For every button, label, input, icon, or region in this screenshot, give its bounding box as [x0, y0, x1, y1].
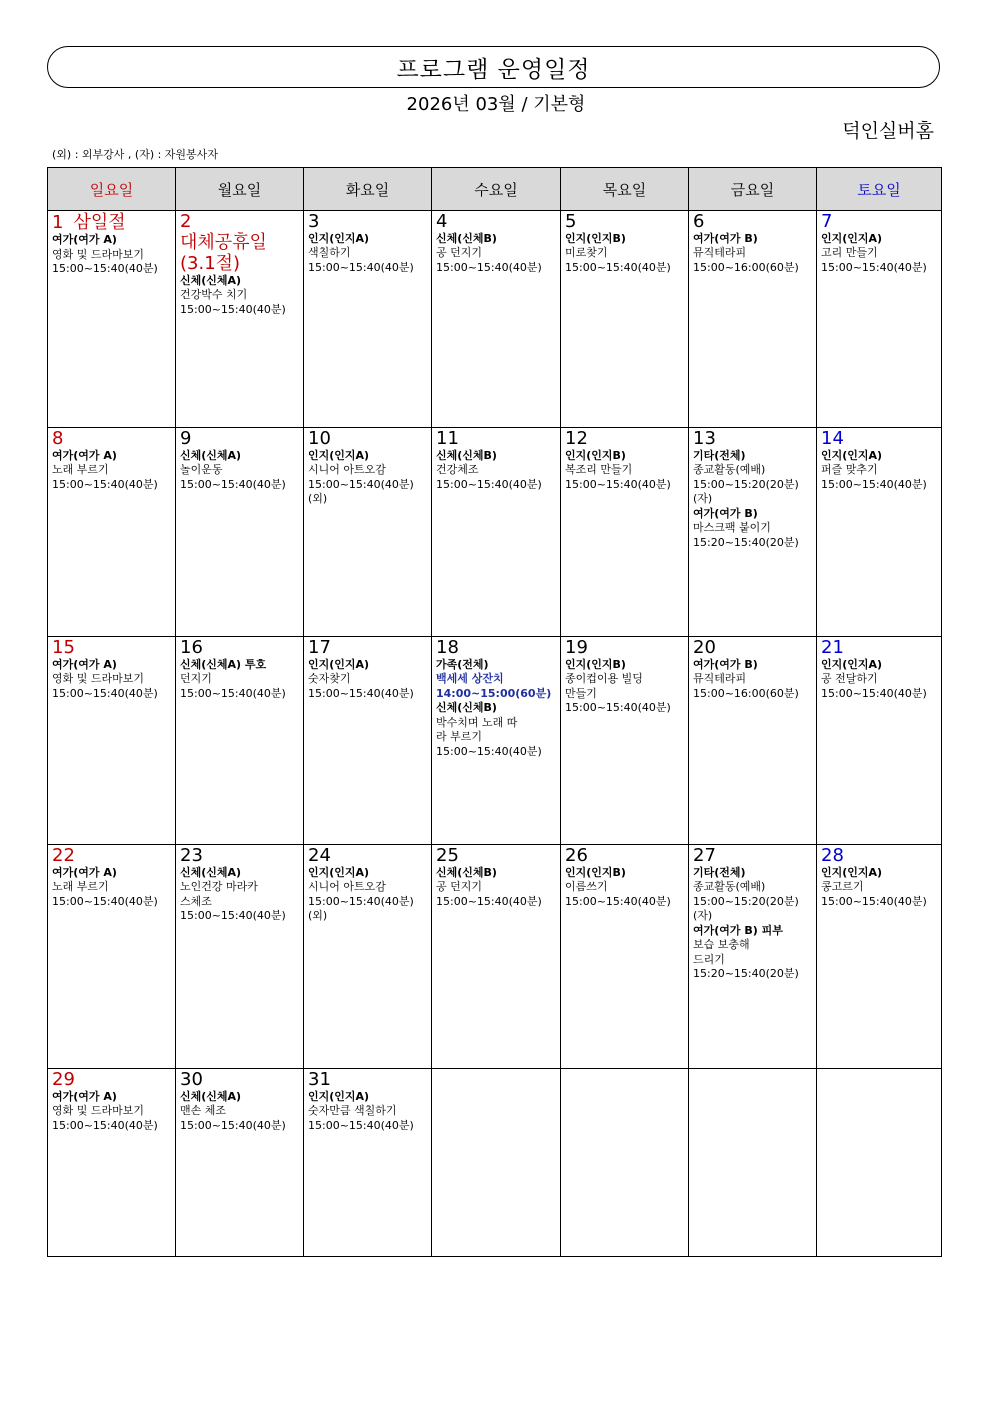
program-detail: 15:00~15:40(40분) [565, 701, 671, 714]
day-cell [304, 637, 432, 845]
program-detail: 15:00~15:40(40분) [308, 477, 414, 491]
program-detail: 15:00~16:00(60분) [693, 260, 799, 274]
program-detail: 15:00~15:40(40분) [436, 477, 542, 491]
program-detail: 공 던지기 [436, 880, 483, 893]
program-detail: 15:00~15:40(40분) [308, 686, 414, 700]
program-detail: 복조리 만들기 [565, 463, 633, 476]
program-category: 인지(인지A) [821, 865, 883, 879]
day-cell [817, 637, 942, 845]
program-category: 신체(신체A) [180, 448, 242, 462]
day-cell [176, 211, 304, 428]
day-cell [48, 1069, 176, 1257]
program-detail: 15:00~15:40(40분) [308, 1118, 414, 1132]
day-cell [689, 637, 817, 845]
day-number: 2 [180, 211, 192, 232]
day-cell [561, 637, 689, 845]
program-detail: 미로찾기 [565, 246, 608, 259]
day-number: 29 [52, 1069, 75, 1090]
day-number: 3 [308, 211, 320, 232]
holiday-label: 대체공휴일(3.1절) [180, 231, 267, 274]
program-detail: 영화 및 드라마보기 [52, 672, 145, 685]
day-number: 12 [565, 428, 588, 449]
day-number: 10 [308, 428, 331, 449]
day-number: 19 [565, 637, 588, 658]
program-detail: 맨손 체조 [180, 1104, 227, 1117]
program-category: 가족(전체) [436, 657, 489, 671]
program-category: 신체(신체B) [436, 865, 497, 879]
day-number: 30 [180, 1069, 203, 1090]
program-category: 인지(인지A) [308, 231, 370, 245]
day-cell [432, 428, 561, 637]
program-detail: 공 전달하기 [821, 672, 878, 685]
day-cell [304, 428, 432, 637]
day-number: 6 [693, 211, 705, 232]
program-category: 인지(인지B) [565, 448, 626, 462]
weekday-header-sat: 토요일 [817, 168, 942, 211]
weekday-header-fri: 금요일 [689, 168, 817, 211]
empty-day-cell [432, 1069, 561, 1257]
day-number: 13 [693, 428, 716, 449]
day-number: 9 [180, 428, 192, 449]
special-event-text: 백세세 상잔치 [436, 672, 504, 685]
day-cell [432, 845, 561, 1069]
program-detail: 퍼즐 맞추기 [821, 463, 878, 476]
empty-day-cell [561, 1069, 689, 1257]
program-detail: 시니어 아트오감 [308, 880, 386, 893]
program-detail: 15:00~15:40(40분) [821, 260, 927, 274]
program-category: 인지(인지A) [308, 448, 370, 462]
program-category: 인지(인지B) [565, 657, 626, 671]
week-row [48, 211, 942, 428]
day-number: 28 [821, 845, 844, 866]
program-detail: 15:00~15:40(40분) [565, 894, 671, 908]
program-detail: 15:00~15:40(40분) [180, 477, 286, 491]
program-detail: (자) [693, 492, 713, 505]
week-row [48, 1069, 942, 1257]
program-detail: 숫자만큼 색칠하기 [308, 1104, 397, 1117]
program-category: 인지(인지B) [565, 231, 626, 245]
program-detail: 콩고르기 [821, 880, 864, 893]
day-number: 18 [436, 637, 459, 658]
program-category: 신체(신체A) [180, 865, 242, 879]
day-cell [689, 211, 817, 428]
day-number: 24 [308, 845, 331, 866]
program-category: 신체(신체A) [180, 273, 242, 287]
program-category: 신체(신체B) [436, 231, 497, 245]
program-detail: 공 던지기 [436, 246, 483, 259]
day-cell [561, 211, 689, 428]
program-detail: 종교활동(예배) [693, 880, 766, 893]
program-detail: 영화 및 드라마보기 [52, 1104, 145, 1117]
program-category: 기타(전체) [693, 448, 746, 462]
day-number: 26 [565, 845, 588, 866]
weekday-header-sun: 일요일 [48, 168, 176, 211]
program-detail: 마스크팩 붙이기 [693, 521, 771, 534]
program-detail: 15:00~15:40(40분) [308, 260, 414, 274]
day-number: 1 [52, 212, 64, 233]
program-category: 인지(인지A) [821, 448, 883, 462]
day-number: 5 [565, 211, 577, 232]
program-detail: 15:00~15:40(40분) [565, 477, 671, 491]
week-row [48, 428, 942, 637]
program-detail: 15:00~15:40(40분) [180, 909, 286, 922]
day-cell [432, 211, 561, 428]
program-category: 여가(여가 A) [52, 233, 117, 246]
weekday-header-row [48, 168, 942, 211]
program-detail: 15:00~16:00(60분) [693, 686, 799, 700]
program-detail: 종교활동(예배) [693, 463, 766, 476]
program-category: 인지(인지B) [565, 865, 626, 879]
title-box [47, 46, 940, 88]
day-cell [48, 637, 176, 845]
program-category: 신체(신체A) 투호 [180, 657, 267, 671]
program-detail: 15:00~15:40(40분) [180, 1118, 286, 1132]
program-detail: 15:00~15:40(40분) [436, 260, 542, 274]
program-detail: (외) [308, 909, 328, 922]
program-detail: 시니어 아트오감 [308, 463, 386, 476]
week-row [48, 637, 942, 845]
holiday-label: 삼일절 [73, 212, 126, 233]
day-cell [304, 1069, 432, 1257]
program-detail: 15:00~15:40(40분) [308, 894, 414, 908]
program-category: 신체(신체B) [436, 448, 497, 462]
program-detail: 숫자찾기 [308, 672, 351, 685]
day-cell [304, 845, 432, 1069]
program-detail: 15:00~15:40(40분) [821, 686, 927, 700]
weekday-header-thu: 목요일 [561, 168, 689, 211]
day-cell [817, 428, 942, 637]
day-cell [689, 428, 817, 637]
weekday-header-tue: 화요일 [304, 168, 432, 211]
program-category: 인지(인지A) [821, 657, 883, 671]
day-cell [817, 845, 942, 1069]
program-category: 신체(신체A) [180, 1089, 242, 1103]
program-category: 인지(인지A) [821, 231, 883, 245]
program-detail: 영화 및 드라마보기 [52, 247, 145, 261]
program-detail: 스체조 [180, 894, 212, 908]
program-detail: 15:00~15:40(40분) [821, 477, 927, 491]
day-cell [48, 428, 176, 637]
program-detail: 이름쓰기 [565, 880, 608, 893]
program-detail: 15:00~15:40(40분) [52, 686, 158, 700]
program-detail: 15:00~15:40(40분) [52, 262, 158, 275]
day-number: 25 [436, 845, 459, 866]
program-detail: 던지기 [180, 672, 212, 685]
day-cell [48, 845, 176, 1069]
day-cell [304, 211, 432, 428]
program-detail: 15:00~15:40(40분) [180, 302, 286, 316]
program-category: 여가(여가 A) [52, 448, 117, 462]
day-cell [561, 428, 689, 637]
day-cell [176, 428, 304, 637]
page-title: 프로그램 운영일정 [396, 56, 591, 83]
program-detail: 15:00~15:40(40분) [52, 894, 158, 908]
program-category: 기타(전체) [693, 865, 746, 879]
day-cell [817, 211, 942, 428]
program-detail: 건강체조 [436, 463, 479, 476]
program-detail: 15:20~15:40(20분) [693, 967, 799, 980]
calendar-table [47, 167, 942, 1257]
day-number: 16 [180, 637, 203, 658]
weekday-header-wed: 수요일 [432, 168, 561, 211]
weekday-header-mon: 월요일 [176, 168, 304, 211]
schedule-subtitle: 2026년 03월 / 기본형 [406, 94, 586, 115]
program-detail: 뮤직테라피 [693, 672, 747, 685]
program-category: 여가(여가 A) [52, 865, 117, 879]
program-category: 여가(여가 A) [52, 657, 117, 671]
day-number: 8 [52, 428, 64, 449]
day-number: 7 [821, 211, 833, 232]
program-detail: 박수치며 노래 따 [436, 715, 518, 729]
day-cell [432, 637, 561, 845]
program-detail: 15:00~15:40(40분) [565, 260, 671, 274]
day-cell [176, 845, 304, 1069]
program-category: 인지(인지A) [308, 865, 370, 879]
program-detail: 건강박수 치기 [180, 288, 248, 301]
day-number: 22 [52, 845, 75, 866]
special-event-text: 14:00~15:00(60분) [436, 686, 552, 700]
day-number: 23 [180, 845, 203, 866]
empty-day-cell [689, 1069, 817, 1257]
program-detail: 색칠하기 [308, 246, 351, 259]
program-detail: 15:00~15:20(20분) [693, 894, 799, 908]
day-cell [561, 845, 689, 1069]
program-detail: 15:00~15:40(40분) [821, 894, 927, 908]
day-number: 17 [308, 637, 331, 658]
day-number: 31 [308, 1069, 331, 1090]
program-category: 인지(인지A) [308, 657, 370, 671]
program-detail: 만들기 [565, 686, 597, 700]
program-detail: 드리기 [693, 952, 725, 966]
program-detail: 고리 만들기 [821, 246, 878, 259]
program-category: 인지(인지A) [308, 1089, 370, 1103]
program-detail: 15:00~15:40(40분) [436, 744, 542, 758]
program-detail: 15:00~15:40(40분) [52, 1118, 158, 1132]
day-number: 4 [436, 211, 448, 232]
program-detail: 놀이운동 [180, 463, 223, 476]
day-number: 14 [821, 428, 844, 449]
program-detail: (자) [693, 909, 713, 922]
program-detail: 15:00~15:40(40분) [52, 477, 158, 491]
program-detail: 15:00~15:40(40분) [180, 686, 286, 700]
day-cell [176, 1069, 304, 1257]
day-number: 21 [821, 637, 844, 658]
program-detail: 종이컵이용 빌딩 [565, 672, 643, 685]
week-row [48, 845, 942, 1069]
program-detail: 보습 보충해 [693, 938, 750, 951]
program-detail: 15:20~15:40(20분) [693, 535, 799, 549]
program-detail: 라 부르기 [436, 730, 483, 743]
day-cell [689, 845, 817, 1069]
day-number: 27 [693, 845, 716, 866]
program-category: 여가(여가 B) [693, 506, 758, 520]
program-detail: (외) [308, 492, 328, 505]
program-detail: 노래 부르기 [52, 463, 109, 476]
program-detail: 노래 부르기 [52, 880, 109, 893]
program-category: 신체(신체B) [436, 701, 497, 714]
program-detail: 노인건강 마라카 [180, 880, 258, 893]
legend-note: (외) : 외부강사 , (자) : 자원봉사자 [52, 148, 218, 161]
program-detail: 15:00~15:40(40분) [436, 894, 542, 908]
facility-name: 덕인실버홈 [842, 120, 934, 142]
empty-day-cell [817, 1069, 942, 1257]
program-category: 여가(여가 B) [693, 231, 758, 245]
day-cell [48, 211, 176, 428]
program-category: 여가(여가 B) [693, 657, 758, 671]
program-detail: 15:00~15:20(20분) [693, 477, 799, 491]
day-number: 15 [52, 637, 75, 658]
day-number: 11 [436, 428, 459, 449]
program-category: 여가(여가 B) 피부 [693, 923, 783, 937]
day-cell [176, 637, 304, 845]
day-number: 20 [693, 637, 716, 658]
program-category: 여가(여가 A) [52, 1089, 117, 1103]
program-detail: 뮤직테라피 [693, 246, 747, 259]
